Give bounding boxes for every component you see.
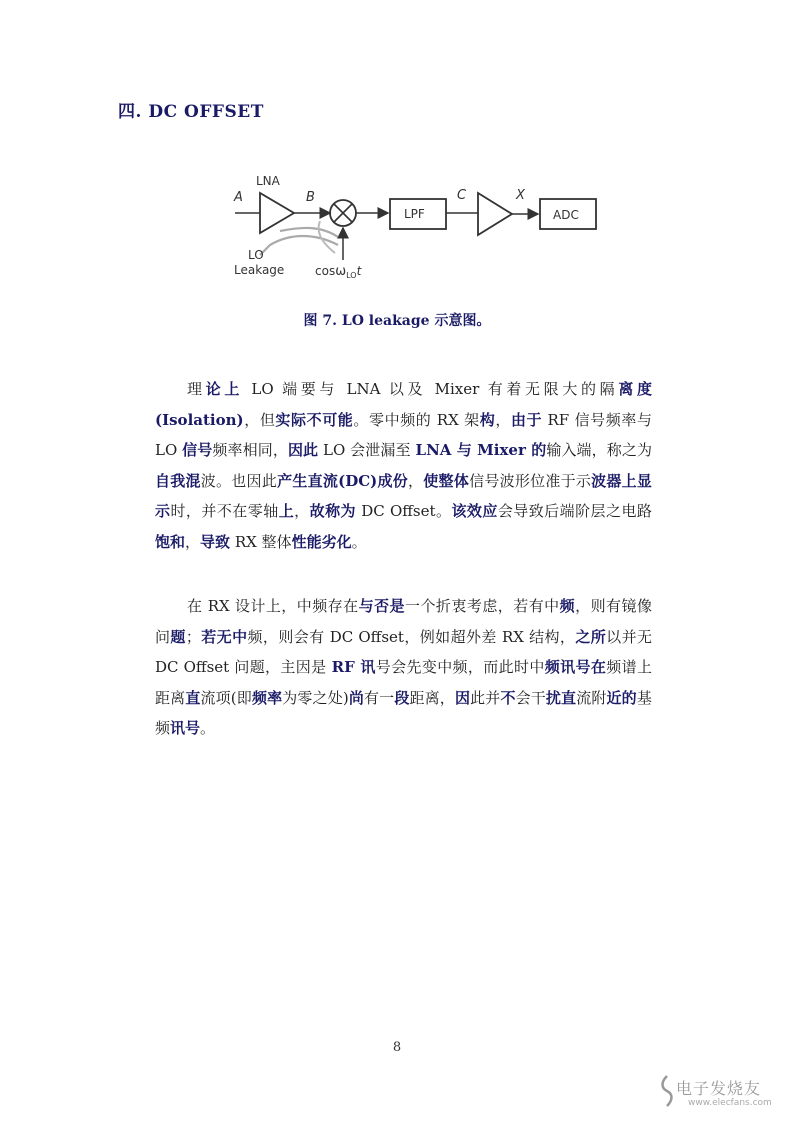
watermark-url: www.elecfans.com <box>688 1098 772 1108</box>
label-omega: ω <box>335 264 347 279</box>
paragraph-segment: ，则有镜像问 <box>155 597 652 646</box>
paragraph-segment: ，但 <box>243 410 276 429</box>
paragraph-segment: 产生直流(DC)成份 <box>277 471 409 490</box>
paragraph-segment: 与否是 <box>358 597 405 615</box>
watermark-text: 电子发烧友 <box>676 1079 762 1098</box>
paragraph-segment: ， <box>294 502 310 520</box>
label-lpf: LPF <box>404 207 425 221</box>
paragraph-segment: 频讯号在 <box>544 658 607 676</box>
paragraph-segment: 题 <box>170 627 186 646</box>
lna-amplifier-shape <box>260 193 294 233</box>
paragraph-segment: 为零之处) <box>282 688 349 707</box>
section-number: 四. <box>118 102 142 122</box>
watermark-logo-icon <box>658 1074 676 1108</box>
lo-leakage-diagram <box>220 165 600 290</box>
paragraph-segment: 。零中频的 RX 架 <box>353 410 480 429</box>
paragraph-segment: 此并 <box>470 688 501 707</box>
page-number: 8 <box>392 1040 402 1055</box>
paragraph-segment: 讯号 <box>170 719 201 737</box>
paragraph-segment: LO 会泄漏至 <box>318 441 416 459</box>
paragraph-segment: 频，则会有 DC Offset，例如超外差 RX 结构， <box>247 627 576 646</box>
paragraph-segment: 因此 <box>287 441 319 459</box>
paragraph-segment: 使整体 <box>423 471 470 490</box>
paragraph-segment: 有一 <box>364 688 395 707</box>
paragraph-segment: 流附 <box>576 688 607 707</box>
paragraph-segment: 尚 <box>348 688 365 707</box>
paragraph-segment: 波。也因此 <box>200 471 278 490</box>
paragraph-segment: 性能劣化 <box>291 532 352 551</box>
watermark <box>658 1072 778 1112</box>
paragraph-segment: RF 信号频率与 LO <box>155 410 652 459</box>
paragraph-segment: ； <box>185 627 201 646</box>
paragraph-segment: 之所 <box>575 627 607 646</box>
figure-caption: 图 7. LO leakage 示意图。 <box>303 313 491 329</box>
paragraph-segment: 信号波形位准于示 <box>469 471 592 490</box>
paragraph-segment: ， <box>495 410 511 429</box>
paragraph-segment: 论上 <box>205 380 243 398</box>
paragraph-segment: 近的 <box>606 688 637 707</box>
paragraph-segment: 实际不可能 <box>275 410 354 429</box>
paragraph-segment: 上 <box>278 502 295 520</box>
paragraph-segment: 因 <box>454 688 471 707</box>
paragraph-segment: 。 <box>351 532 367 551</box>
paragraph-segment: 会导致后端阶层之电路 <box>497 502 652 520</box>
paragraph-segment: 若无中 <box>200 627 248 646</box>
paragraph-segment: 流项(即 <box>200 688 252 707</box>
paragraph-segment: ， <box>408 471 424 490</box>
section-title: DC OFFSET <box>148 102 264 122</box>
paragraph-segment: 基频 <box>155 688 652 737</box>
label-x: X <box>516 188 525 203</box>
label-leakage: Leakage <box>234 263 285 277</box>
paragraph-segment: 故称为 <box>309 502 356 520</box>
paragraph-segment: 会干 <box>515 688 546 707</box>
label-cos-text: cos <box>315 264 336 278</box>
paragraph-segment: 距离， <box>409 688 455 707</box>
paragraph-segment: 频率相同， <box>212 441 288 459</box>
paragraph-segment: 饱和 <box>155 532 186 551</box>
paragraph-segment: 扰直 <box>545 688 577 707</box>
paragraph-segment: 信号 <box>182 441 213 459</box>
label-lo-subscript: LO <box>346 271 357 280</box>
paragraph-segment: 理 <box>187 380 206 398</box>
paragraph-2 <box>155 591 652 744</box>
paragraph-segment: 在 RX 设计上，中频存在 <box>187 597 359 615</box>
paragraph-segment: 时，并不在零轴 <box>170 502 279 520</box>
paragraph-segment: 号会先变中频，而此时中 <box>375 658 545 676</box>
baseband-amplifier-shape <box>478 193 512 235</box>
paragraph-segment: 频率 <box>251 688 283 707</box>
paragraph-segment: 自我混 <box>155 471 201 490</box>
paragraph-segment: ， <box>185 532 201 551</box>
label-lo: LO <box>248 248 264 262</box>
paragraph-segment: 段 <box>394 688 410 707</box>
label-a: A <box>234 190 243 205</box>
section-heading <box>118 97 264 122</box>
label-cos <box>315 264 363 280</box>
paragraph-segment: 输入端，称之为 <box>546 441 652 459</box>
paragraph-segment: 直 <box>185 688 201 707</box>
paragraph-segment: LNA 与 Mixer 的 <box>415 441 547 459</box>
paragraph-segment: 该效应 <box>451 502 498 520</box>
paragraph-1 <box>155 374 652 557</box>
paragraph-segment: 频 <box>559 597 576 615</box>
paragraph-segment: RX 整体 <box>230 532 292 551</box>
label-c: C <box>457 188 467 203</box>
paragraph-segment: 一个折衷考虑，若有中 <box>405 597 560 615</box>
paragraph-segment: DC Offset。 <box>356 502 452 520</box>
label-b: B <box>306 190 315 205</box>
paragraph-segment: LO 端要与 LNA 以及 Mixer 有着无限大的隔 <box>243 380 619 398</box>
label-lna: LNA <box>256 174 280 188</box>
paragraph-segment: 不 <box>500 688 516 707</box>
paragraph-segment: 。 <box>200 719 216 737</box>
paragraph-segment: 由于 <box>510 410 543 429</box>
paragraph-segment: RF 讯 <box>331 658 376 676</box>
label-t: t <box>356 264 362 278</box>
paragraph-segment: 以并无 DC Offset 问题，主因是 <box>155 627 652 676</box>
paragraph-segment: 波器上显示 <box>155 471 652 520</box>
paragraph-segment: 频谱上距离 <box>155 658 652 707</box>
paragraph-segment: 离度(Isolation) <box>155 380 652 429</box>
paragraph-segment: 构 <box>479 410 496 429</box>
leakage-path-3 <box>319 221 335 253</box>
label-adc: ADC <box>553 208 579 222</box>
paragraph-segment: 导致 <box>200 532 231 551</box>
